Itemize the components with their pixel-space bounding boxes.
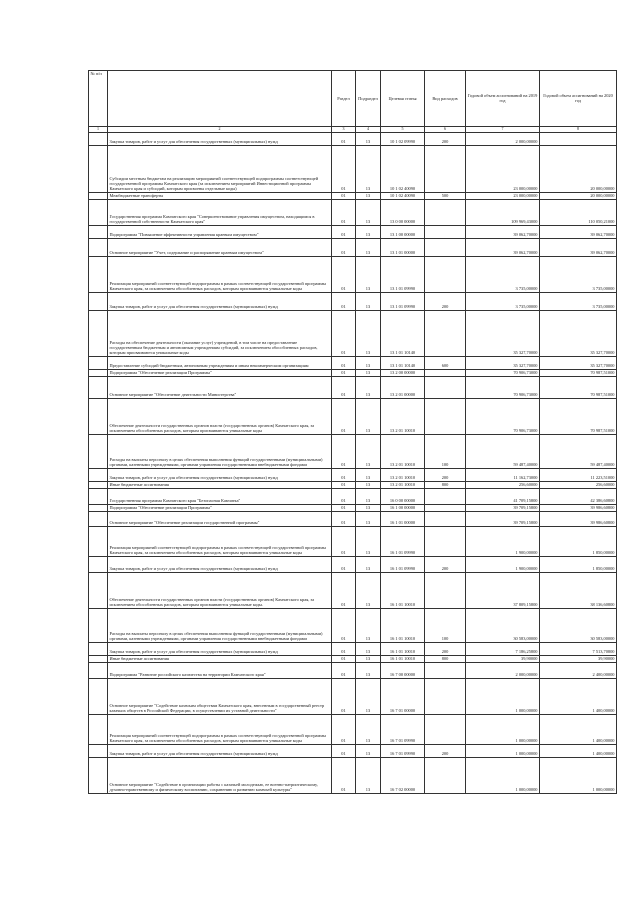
subsection-code-cell: 13 bbox=[356, 199, 381, 225]
target-item-cell: 13 2 01 10010 bbox=[381, 434, 425, 468]
section-code-cell: 01 bbox=[332, 573, 356, 609]
expense-name-cell: Подпрограмма "Повышение эффективности управления краевым имуществом" bbox=[108, 225, 332, 238]
amount-2019-cell: 35 327,70000 bbox=[466, 310, 540, 356]
expense-type-cell bbox=[425, 238, 466, 256]
row-number-cell bbox=[89, 643, 108, 656]
target-item-cell: 13 2 01 10010 bbox=[381, 398, 425, 434]
subsection-code-cell: 13 bbox=[356, 238, 381, 256]
amount-2020-cell: 39 986,60800 bbox=[540, 505, 617, 512]
amount-2020-cell: 11 223,51000 bbox=[540, 468, 617, 481]
header-cell bbox=[108, 71, 332, 127]
table-row bbox=[89, 715, 617, 745]
target-item-cell: 13 2 00 00000 bbox=[381, 369, 425, 376]
section-code-cell: 01 bbox=[332, 434, 356, 468]
subsection-code-cell: 13 bbox=[356, 310, 381, 356]
section-code-cell: 01 bbox=[332, 310, 356, 356]
expense-name-cell: Реализация мероприятий соответствующей подпрограммы в рамках соответствующей государственной программы Камчатского края, за исключением обособленных расходов, которым присваиваются уникальные коды bbox=[108, 256, 332, 292]
section-code-cell: 01 bbox=[332, 376, 356, 398]
amount-2019-cell: 35 327,70000 bbox=[466, 356, 540, 369]
expense-type-cell: 100 bbox=[425, 434, 466, 468]
column-number-cell: 3 bbox=[332, 126, 356, 132]
amount-2019-cell: 39 709,15800 bbox=[466, 505, 540, 512]
amount-2019-cell: 1 000,00000 bbox=[466, 758, 540, 794]
table-row bbox=[89, 225, 617, 238]
expense-type-cell bbox=[425, 505, 466, 512]
expense-type-cell bbox=[425, 376, 466, 398]
expense-name-cell: Основное мероприятие "Обеспечение деятельности Министерства" bbox=[108, 376, 332, 398]
target-item-cell: 10 1 02 09990 bbox=[381, 132, 425, 145]
subsection-code-cell: 13 bbox=[356, 292, 381, 310]
amount-2019-cell: 3 735,00000 bbox=[466, 292, 540, 310]
amount-2019-cell: 2 000,00000 bbox=[466, 132, 540, 145]
table-row bbox=[89, 199, 617, 225]
expense-type-cell: 200 bbox=[425, 468, 466, 481]
amount-2019-cell: 41 709,15800 bbox=[466, 489, 540, 505]
amount-2019-cell: 39,90000 bbox=[466, 656, 540, 663]
subsection-code-cell: 13 bbox=[356, 225, 381, 238]
subsection-code-cell: 13 bbox=[356, 758, 381, 794]
column-number-cell: 6 bbox=[425, 126, 466, 132]
subsection-code-cell: 13 bbox=[356, 356, 381, 369]
table-row bbox=[89, 376, 617, 398]
amount-2019-cell: 23 000,00000 bbox=[466, 192, 540, 199]
amount-2020-cell: 110 050,21000 bbox=[540, 199, 617, 225]
expense-name-cell: Закупка товаров, работ и услуг для обеспечения государственных (муниципальных) нужд bbox=[108, 132, 332, 145]
amount-2020-cell: 70 987,51000 bbox=[540, 376, 617, 398]
target-item-cell: 16 1 01 10010 bbox=[381, 573, 425, 609]
expense-type-cell bbox=[425, 225, 466, 238]
target-item-cell: 13 1 01 00000 bbox=[381, 238, 425, 256]
expense-name-cell: Основное мероприятие "Содействие казачьим обществам Камчатского края, внесенным в государственный реестр казачьих обществ в Российской Федерации, в осуществлении их уставной деятельности" bbox=[108, 679, 332, 715]
expense-type-cell bbox=[425, 573, 466, 609]
expense-name-cell: Реализация мероприятий соответствующей подпрограммы в рамках соответствующей государственной программы Камчатского края, за исключением обособленных расходов, которым присваиваются уникальные коды bbox=[108, 527, 332, 557]
amount-2019-cell: 3 735,00000 bbox=[466, 256, 540, 292]
table-row bbox=[89, 643, 617, 656]
section-code-cell: 01 bbox=[332, 292, 356, 310]
header-cell: Подраздел bbox=[356, 71, 381, 127]
subsection-code-cell: 13 bbox=[356, 679, 381, 715]
expense-name-cell: Закупка товаров, работ и услуг для обеспечения государственных (муниципальных) нужд bbox=[108, 468, 332, 481]
target-item-cell: 10 1 02 40090 bbox=[381, 192, 425, 199]
target-item-cell: 16 1 01 00000 bbox=[381, 512, 425, 527]
expense-name-cell: Закупка товаров, работ и услуг для обеспечения государственных (муниципальных) нужд bbox=[108, 745, 332, 758]
amount-2019-cell: 1 900,00000 bbox=[466, 557, 540, 573]
section-code-cell: 01 bbox=[332, 256, 356, 292]
table-row bbox=[89, 192, 617, 199]
section-code-cell: 01 bbox=[332, 745, 356, 758]
section-code-cell: 01 bbox=[332, 643, 356, 656]
table-row bbox=[89, 512, 617, 527]
subsection-code-cell: 13 bbox=[356, 376, 381, 398]
amount-2019-cell: 30 583,00000 bbox=[466, 609, 540, 643]
amount-2019-cell: 39 062,70000 bbox=[466, 238, 540, 256]
expense-name-cell: Предоставление субсидий бюджетным, автономным учреждениям и иным некоммерческим организациям bbox=[108, 356, 332, 369]
subsection-code-cell: 13 bbox=[356, 192, 381, 199]
expense-type-cell: 200 bbox=[425, 745, 466, 758]
subsection-code-cell: 13 bbox=[356, 398, 381, 434]
subsection-code-cell: 13 bbox=[356, 489, 381, 505]
section-code-cell: 01 bbox=[332, 369, 356, 376]
row-number-cell bbox=[89, 527, 108, 557]
row-number-cell bbox=[89, 573, 108, 609]
amount-2020-cell: 1 400,00000 bbox=[540, 715, 617, 745]
amount-2020-cell: 1 000,00000 bbox=[540, 758, 617, 794]
row-number-cell bbox=[89, 489, 108, 505]
row-number-cell bbox=[89, 132, 108, 145]
target-item-cell: 16 1 00 00000 bbox=[381, 505, 425, 512]
section-code-cell: 01 bbox=[332, 199, 356, 225]
amount-2020-cell: 20 000,00000 bbox=[540, 145, 617, 192]
amount-2019-cell: 39 709,15800 bbox=[466, 512, 540, 527]
row-number-cell bbox=[89, 512, 108, 527]
amount-2020-cell: 70 987,51000 bbox=[540, 369, 617, 376]
expense-name-cell: Субсидии местным бюджетам на реализацию мероприятий соответствующей подпрограммы соответствующей государственной программы Камчатского края (за исключением мероприятий Инвестиционной программы Камчатского края и субсидий, которым присвоены отдельные коды) bbox=[108, 145, 332, 192]
target-item-cell: 16 1 01 10010 bbox=[381, 643, 425, 656]
expense-name-cell: Подпрограмма "Обеспечение реализации Программы" bbox=[108, 369, 332, 376]
expense-type-cell bbox=[425, 512, 466, 527]
target-item-cell: 13 2 01 10010 bbox=[381, 468, 425, 481]
subsection-code-cell: 13 bbox=[356, 557, 381, 573]
table-row bbox=[89, 481, 617, 488]
amount-2019-cell: 70 906,73000 bbox=[466, 369, 540, 376]
expense-type-cell bbox=[425, 398, 466, 434]
subsection-code-cell: 13 bbox=[356, 573, 381, 609]
expense-name-cell: Иные бюджетные ассигнования bbox=[108, 481, 332, 488]
amount-2020-cell: 39 062,70000 bbox=[540, 225, 617, 238]
expense-name-cell: Реализация мероприятий соответствующей подпрограммы в рамках соответствующей государственной программы Камчатского края, за исключением обособленных расходов, которым присваиваются уникальные коды bbox=[108, 715, 332, 745]
target-item-cell: 10 1 02 40090 bbox=[381, 145, 425, 192]
expense-name-cell: Государственная программа Камчатского края "Безопасная Камчатка" bbox=[108, 489, 332, 505]
amount-2020-cell: 39 062,70000 bbox=[540, 238, 617, 256]
expense-type-cell: 600 bbox=[425, 356, 466, 369]
target-item-cell: 13 1 01 09990 bbox=[381, 292, 425, 310]
subsection-code-cell: 13 bbox=[356, 505, 381, 512]
column-number-cell: 5 bbox=[381, 126, 425, 132]
subsection-code-cell: 13 bbox=[356, 468, 381, 481]
row-number-cell bbox=[89, 609, 108, 643]
section-code-cell: 01 bbox=[332, 192, 356, 199]
subsection-code-cell: 13 bbox=[356, 369, 381, 376]
amount-2020-cell: 35 327,70000 bbox=[540, 310, 617, 356]
table-body bbox=[89, 132, 617, 793]
amount-2020-cell: 39,90000 bbox=[540, 656, 617, 663]
table-row bbox=[89, 356, 617, 369]
subsection-code-cell: 13 bbox=[356, 656, 381, 663]
expense-name-cell: Расходы на обеспечение деятельности (оказание услуг) учреждений, в том числе на предоставление государственным бюджетным и автономным учреждениям субсидий, за исключением обособленных расходов, которым присваиваются уникальные коды bbox=[108, 310, 332, 356]
amount-2019-cell: 59 487,40000 bbox=[466, 434, 540, 468]
subsection-code-cell: 13 bbox=[356, 145, 381, 192]
row-number-cell bbox=[89, 225, 108, 238]
amount-2019-cell: 109 969,43000 bbox=[466, 199, 540, 225]
amount-2020-cell: 256,60000 bbox=[540, 481, 617, 488]
row-number-cell bbox=[89, 192, 108, 199]
amount-2020-cell: 20 000,00000 bbox=[540, 192, 617, 199]
expense-name-cell: Подпрограмма "Обеспечение реализации Программы" bbox=[108, 505, 332, 512]
expense-type-cell bbox=[425, 663, 466, 679]
target-item-cell: 13 1 01 09990 bbox=[381, 256, 425, 292]
section-code-cell: 01 bbox=[332, 609, 356, 643]
expense-name-cell: Закупка товаров, работ и услуг для обеспечения государственных (муниципальных) нужд bbox=[108, 643, 332, 656]
row-number-cell bbox=[89, 745, 108, 758]
section-code-cell: 01 bbox=[332, 505, 356, 512]
target-item-cell: 13 1 01 10140 bbox=[381, 310, 425, 356]
amount-2019-cell: 23 000,00000 bbox=[466, 145, 540, 192]
expense-name-cell: Обеспечение деятельности государственных органов власти (государственных органов) Камчатского края, за исключением обособленных расходов, которым присваиваются уникальные коды bbox=[108, 398, 332, 434]
target-item-cell: 16 7 01 09990 bbox=[381, 745, 425, 758]
expense-type-cell bbox=[425, 145, 466, 192]
subsection-code-cell: 13 bbox=[356, 527, 381, 557]
amount-2020-cell: 1 850,00000 bbox=[540, 527, 617, 557]
section-code-cell: 01 bbox=[332, 238, 356, 256]
expense-name-cell: Основное мероприятие "Учет, содержание и распоряжение краевым имуществом" bbox=[108, 238, 332, 256]
row-number-cell bbox=[89, 356, 108, 369]
table-row bbox=[89, 256, 617, 292]
expense-type-cell bbox=[425, 310, 466, 356]
expense-type-cell bbox=[425, 758, 466, 794]
amount-2020-cell: 2 400,00000 bbox=[540, 663, 617, 679]
table-row bbox=[89, 369, 617, 376]
section-code-cell: 01 bbox=[332, 758, 356, 794]
amount-2020-cell: 3 735,00000 bbox=[540, 256, 617, 292]
expense-name-cell: Основное мероприятие "Обеспечение реализации государственной программы" bbox=[108, 512, 332, 527]
column-number-cell: 7 bbox=[466, 126, 540, 132]
section-code-cell: 01 bbox=[332, 656, 356, 663]
subsection-code-cell: 13 bbox=[356, 132, 381, 145]
row-number-cell bbox=[89, 292, 108, 310]
subsection-code-cell: 13 bbox=[356, 256, 381, 292]
subsection-code-cell: 13 bbox=[356, 643, 381, 656]
amount-2019-cell: 256,60000 bbox=[466, 481, 540, 488]
target-item-cell: 16 7 01 00000 bbox=[381, 679, 425, 715]
header-cell: Годовой объем ассигнований на 2019 год bbox=[466, 71, 540, 127]
row-number-cell bbox=[89, 481, 108, 488]
target-item-cell: 16 7 02 00000 bbox=[381, 758, 425, 794]
section-code-cell: 01 bbox=[332, 512, 356, 527]
target-item-cell: 13 1 00 00000 bbox=[381, 225, 425, 238]
section-code-cell: 01 bbox=[332, 468, 356, 481]
target-item-cell: 13 2 01 00000 bbox=[381, 376, 425, 398]
target-item-cell: 16 1 01 10010 bbox=[381, 656, 425, 663]
amount-2019-cell: 70 906,73000 bbox=[466, 376, 540, 398]
amount-2020-cell: 1 400,00000 bbox=[540, 745, 617, 758]
expense-type-cell: 500 bbox=[425, 192, 466, 199]
table-row bbox=[89, 663, 617, 679]
row-number-cell bbox=[89, 369, 108, 376]
section-code-cell: 01 bbox=[332, 679, 356, 715]
section-code-cell: 01 bbox=[332, 356, 356, 369]
row-number-cell bbox=[89, 758, 108, 794]
table-row bbox=[89, 310, 617, 356]
expense-type-cell bbox=[425, 369, 466, 376]
table-row bbox=[89, 238, 617, 256]
column-number-cell: 1 bbox=[89, 126, 108, 132]
section-code-cell: 01 bbox=[332, 527, 356, 557]
header-cell: Раздел bbox=[332, 71, 356, 127]
row-number-cell bbox=[89, 715, 108, 745]
expense-name-cell: Закупка товаров, работ и услуг для обеспечения государственных (муниципальных) нужд bbox=[108, 557, 332, 573]
expense-name-cell: Основное мероприятие "Содействие в организации работы с казачьей молодежью, ее военно-патриотическому, духовно-нравственному и физическому воспитанию, сохранению и развитию казачьей культуры" bbox=[108, 758, 332, 794]
amount-2020-cell: 7 513,70800 bbox=[540, 643, 617, 656]
amount-2020-cell: 70 987,51000 bbox=[540, 398, 617, 434]
amount-2019-cell: 70 906,73000 bbox=[466, 398, 540, 434]
expense-name-cell: Иные бюджетные ассигнования bbox=[108, 656, 332, 663]
section-code-cell: 01 bbox=[332, 225, 356, 238]
table-row bbox=[89, 489, 617, 505]
row-number-cell bbox=[89, 199, 108, 225]
subsection-code-cell: 13 bbox=[356, 663, 381, 679]
table-row bbox=[89, 132, 617, 145]
section-code-cell: 01 bbox=[332, 715, 356, 745]
row-number-cell bbox=[89, 505, 108, 512]
expense-type-cell: 200 bbox=[425, 292, 466, 310]
section-code-cell: 01 bbox=[332, 481, 356, 488]
table-header-row bbox=[89, 71, 617, 127]
amount-2019-cell: 2 000,00000 bbox=[466, 663, 540, 679]
expense-type-cell bbox=[425, 256, 466, 292]
table-row bbox=[89, 656, 617, 663]
amount-2019-cell: 1 000,00000 bbox=[466, 745, 540, 758]
row-number-cell bbox=[89, 663, 108, 679]
row-number-cell bbox=[89, 557, 108, 573]
amount-2019-cell: 39 062,70000 bbox=[466, 225, 540, 238]
target-item-cell: 13 1 01 10140 bbox=[381, 356, 425, 369]
expense-name-cell: Обеспечение деятельности государственных органов власти (государственных органов) Камчатского края, за исключением обособленных расходов, которым присваиваются уникальные коды. bbox=[108, 573, 332, 609]
section-code-cell: 01 bbox=[332, 663, 356, 679]
table-row bbox=[89, 557, 617, 573]
row-number-cell bbox=[89, 256, 108, 292]
amount-2020-cell: 38 136,60800 bbox=[540, 573, 617, 609]
table-row bbox=[89, 758, 617, 794]
header-cell: Вид расходов bbox=[425, 71, 466, 127]
expense-type-cell: 100 bbox=[425, 609, 466, 643]
amount-2019-cell: 1 000,00000 bbox=[466, 715, 540, 745]
row-number-cell bbox=[89, 145, 108, 192]
table-row bbox=[89, 468, 617, 481]
section-code-cell: 01 bbox=[332, 489, 356, 505]
amount-2020-cell: 59 487,40000 bbox=[540, 434, 617, 468]
amount-2020-cell: 1 400,00000 bbox=[540, 679, 617, 715]
amount-2019-cell: 11 162,73000 bbox=[466, 468, 540, 481]
table-row bbox=[89, 145, 617, 192]
section-code-cell: 01 bbox=[332, 145, 356, 192]
table-row bbox=[89, 434, 617, 468]
target-item-cell: 13 2 01 10010 bbox=[381, 481, 425, 488]
expense-name-cell: Закупка товаров, работ и услуг для обеспечения государственных (муниципальных) нужд bbox=[108, 292, 332, 310]
section-code-cell: 01 bbox=[332, 132, 356, 145]
column-number-cell: 4 bbox=[356, 126, 381, 132]
amount-2020-cell: 35 327,70000 bbox=[540, 356, 617, 369]
row-number-cell bbox=[89, 468, 108, 481]
amount-2020-cell: 42 386,60800 bbox=[540, 489, 617, 505]
amount-2019-cell: 37 809,15800 bbox=[466, 573, 540, 609]
subsection-code-cell: 13 bbox=[356, 512, 381, 527]
target-item-cell: 16 0 00 00000 bbox=[381, 489, 425, 505]
column-number-cell: 8 bbox=[540, 126, 617, 132]
expense-type-cell bbox=[425, 679, 466, 715]
expense-type-cell bbox=[425, 199, 466, 225]
row-number-cell bbox=[89, 679, 108, 715]
table-row bbox=[89, 398, 617, 434]
section-code-cell: 01 bbox=[332, 557, 356, 573]
subsection-code-cell: 13 bbox=[356, 434, 381, 468]
table-row bbox=[89, 292, 617, 310]
amount-2020-cell: 30 583,00000 bbox=[540, 609, 617, 643]
target-item-cell: 16 1 01 09990 bbox=[381, 527, 425, 557]
target-item-cell: 13 0 00 00000 bbox=[381, 199, 425, 225]
expense-name-cell: Межбюджетные трансферты bbox=[108, 192, 332, 199]
amount-2019-cell: 1 900,00000 bbox=[466, 527, 540, 557]
header-cell: № п/п bbox=[89, 71, 108, 127]
subsection-code-cell: 13 bbox=[356, 481, 381, 488]
subsection-code-cell: 13 bbox=[356, 745, 381, 758]
subsection-code-cell: 13 bbox=[356, 609, 381, 643]
expense-type-cell bbox=[425, 489, 466, 505]
table-row bbox=[89, 609, 617, 643]
budget-table bbox=[88, 70, 617, 794]
target-item-cell: 16 1 01 09990 bbox=[381, 557, 425, 573]
row-number-cell bbox=[89, 238, 108, 256]
row-number-cell bbox=[89, 310, 108, 356]
amount-2020-cell: 3 735,00000 bbox=[540, 292, 617, 310]
row-number-cell bbox=[89, 376, 108, 398]
expense-type-cell bbox=[425, 527, 466, 557]
amount-2020-cell: 39 986,60800 bbox=[540, 512, 617, 527]
row-number-cell bbox=[89, 656, 108, 663]
expense-type-cell: 800 bbox=[425, 481, 466, 488]
row-number-cell bbox=[89, 434, 108, 468]
table-row bbox=[89, 527, 617, 557]
expense-type-cell: 200 bbox=[425, 643, 466, 656]
table-row bbox=[89, 679, 617, 715]
amount-2019-cell: 1 000,00000 bbox=[466, 679, 540, 715]
expense-type-cell: 200 bbox=[425, 557, 466, 573]
expense-name-cell: Расходы на выплаты персоналу в целях обеспечения выполнения функций государственными (муниципальными) органами, казенными учреждениями, органами управления государственными внебюджетными фондами bbox=[108, 609, 332, 643]
header-cell: Годовой объем ассигнований на 2020 год bbox=[540, 71, 617, 127]
amount-2020-cell: 1 850,00000 bbox=[540, 557, 617, 573]
amount-2020-cell bbox=[540, 132, 617, 145]
expense-type-cell bbox=[425, 715, 466, 745]
section-code-cell: 01 bbox=[332, 398, 356, 434]
expense-name-cell: Подпрограмма "Развитие российского казачества на территории Камчатского края" bbox=[108, 663, 332, 679]
table-row bbox=[89, 745, 617, 758]
expense-name-cell: Расходы на выплаты персоналу в целях обеспечения выполнения функций государственными (муниципальными) органами, казенными учреждениями, органами управления государственными внебюджетными фондами bbox=[108, 434, 332, 468]
expense-name-cell: Государственная программа Камчатского края "Совершенствование управления имуществом, находящимся в государственной собственности Камчатского края" bbox=[108, 199, 332, 225]
expense-type-cell: 800 bbox=[425, 656, 466, 663]
row-number-cell bbox=[89, 398, 108, 434]
expense-type-cell: 200 bbox=[425, 132, 466, 145]
target-item-cell: 16 1 01 10010 bbox=[381, 609, 425, 643]
table-row bbox=[89, 573, 617, 609]
header-cell: Целевая статья bbox=[381, 71, 425, 127]
target-item-cell: 16 7 00 00000 bbox=[381, 663, 425, 679]
subsection-code-cell: 13 bbox=[356, 715, 381, 745]
table-row bbox=[89, 505, 617, 512]
column-number-cell: 2 bbox=[108, 126, 332, 132]
amount-2019-cell: 7 186,25800 bbox=[466, 643, 540, 656]
target-item-cell: 16 7 01 09990 bbox=[381, 715, 425, 745]
